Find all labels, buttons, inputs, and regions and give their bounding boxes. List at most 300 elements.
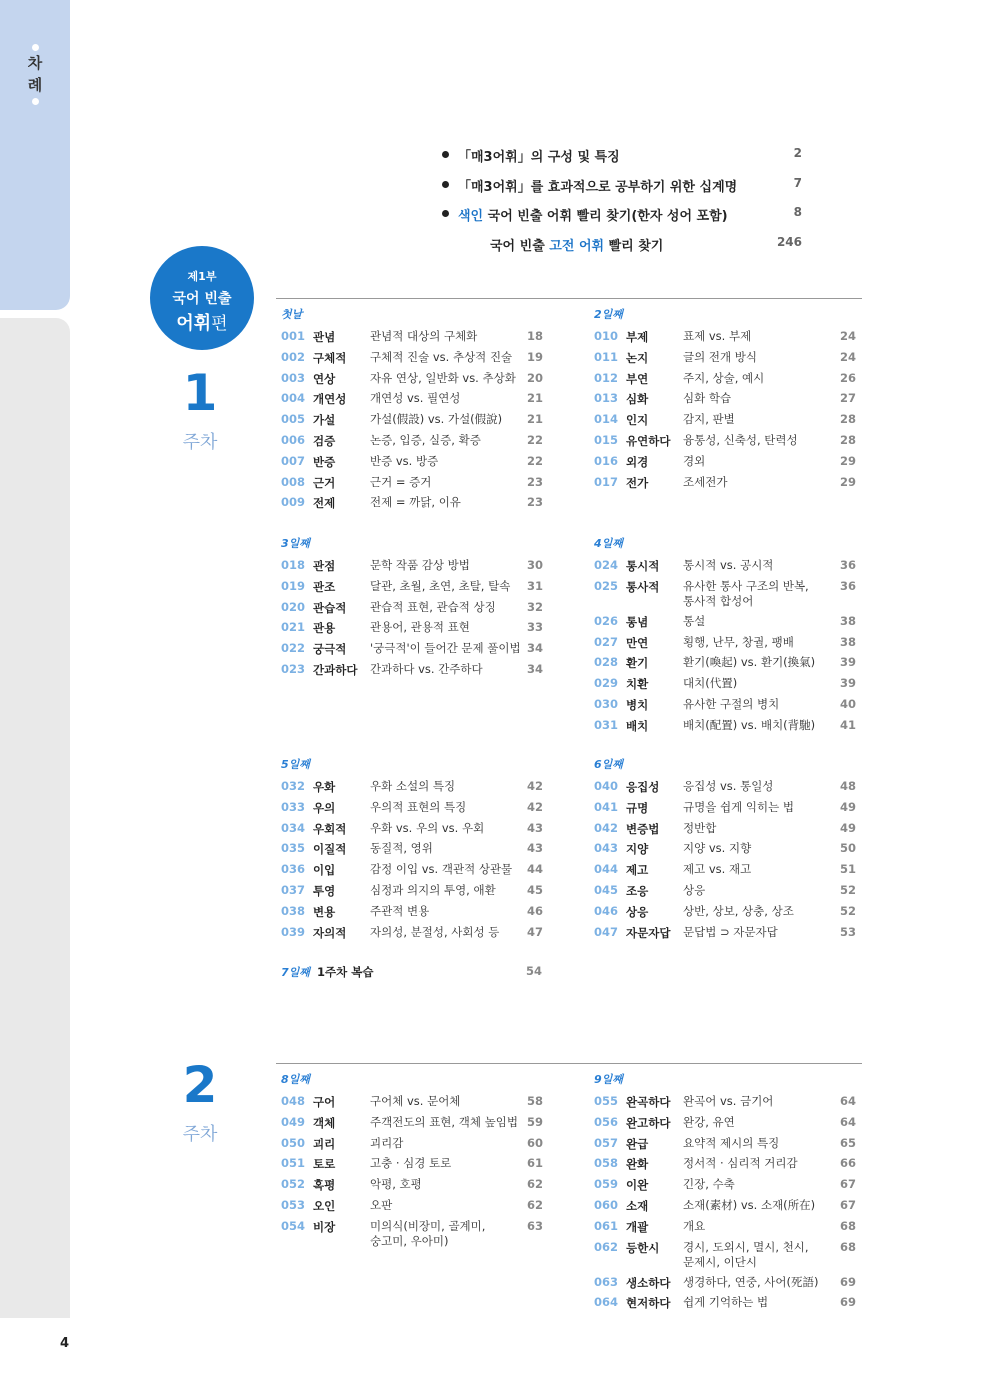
entry-term: 상응 xyxy=(626,904,649,919)
entry-number: 045 xyxy=(594,883,619,897)
entry-number: 058 xyxy=(594,1156,619,1171)
entry-description-line: 응집성 vs. 통일성 xyxy=(683,779,774,793)
entry-description-line: 통시적 vs. 공시적 xyxy=(683,558,774,572)
entry-term: 부연 xyxy=(626,371,649,386)
page-ref: 53 xyxy=(839,924,856,939)
entry-number: 040 xyxy=(594,779,619,793)
entry-number: 005 xyxy=(281,412,306,427)
entry-number: 041 xyxy=(594,799,619,814)
entry-term: 병치 xyxy=(626,698,649,712)
entry-number: 061 xyxy=(594,1218,619,1233)
intro-item[interactable] xyxy=(438,205,808,235)
entry-description-line: 심화 학습 xyxy=(683,391,732,406)
entry-description xyxy=(370,433,481,448)
entry-number: 056 xyxy=(594,1114,619,1129)
page-ref: 50 xyxy=(839,841,856,856)
entry-description-line: 완강, 유연 xyxy=(683,1114,735,1129)
entry-term: 검증 xyxy=(313,434,336,448)
entry-description xyxy=(370,641,521,656)
divider xyxy=(276,1063,862,1064)
page-ref: 48 xyxy=(839,779,856,793)
entry-number: 012 xyxy=(594,370,619,385)
entry-description xyxy=(683,655,815,670)
entry-term: 투영 xyxy=(313,884,336,898)
entry-description-line: 글의 전개 방식 xyxy=(683,349,757,364)
entry-number: 052 xyxy=(281,1177,306,1192)
day-label: 9일째 xyxy=(594,1073,623,1086)
entry-description-line: 주객전도의 표현, 객체 높임법 xyxy=(370,1114,518,1129)
entry-term: 오인 xyxy=(313,1199,336,1213)
entry-description xyxy=(683,821,716,836)
entry-number: 010 xyxy=(594,329,619,343)
entry-description-line: 소재(素材) vs. 소재(所在) xyxy=(683,1198,816,1212)
page-ref: 46 xyxy=(526,903,543,918)
entry-description-line: 관용어, 관용적 표현 xyxy=(370,620,470,635)
entry-description-line: 경시, 도외시, 멸시, 천시, xyxy=(683,1239,809,1254)
entry-description-line: 완곡어 vs. 금기어 xyxy=(683,1094,774,1108)
page-ref: 59 xyxy=(526,1114,543,1129)
page-ref: 29 xyxy=(839,453,856,468)
page-ref: 43 xyxy=(526,841,543,856)
entry-description xyxy=(370,779,455,794)
entry-description-line: 문제시, 이단시 xyxy=(683,1254,757,1269)
entry-description xyxy=(683,676,737,691)
entry-number: 038 xyxy=(281,903,306,918)
entry-description-line: 생경하다, 연중, 사어(死語) xyxy=(683,1274,819,1289)
entry-term: 유연하다 xyxy=(626,434,671,448)
entry-number: 026 xyxy=(594,613,619,628)
entry-description xyxy=(683,718,815,733)
entry-description xyxy=(370,329,477,344)
sidebar-title xyxy=(0,44,70,105)
entry-description xyxy=(370,1115,518,1130)
entry-description-line: 통설 xyxy=(683,613,706,628)
day-label: 5일째 xyxy=(281,758,310,771)
entry-description xyxy=(370,350,512,365)
entry-description-line: 미의식(비장미, 골계미, xyxy=(370,1218,486,1233)
dot-icon xyxy=(32,98,39,105)
entry-number: 018 xyxy=(281,558,306,572)
entry-term: 관조 xyxy=(313,579,336,594)
entry-number: 017 xyxy=(594,474,619,489)
entry-description-line: 자유 연상, 일반화 vs. 추상화 xyxy=(370,370,516,385)
entry-description-line: 구어체 vs. 문어체 xyxy=(370,1094,461,1108)
entry-term: 이질적 xyxy=(313,842,347,857)
entry-description-line: 주지, 상술, 예시 xyxy=(683,370,765,385)
page-ref: 61 xyxy=(526,1156,543,1171)
entry-term: 간과하다 xyxy=(313,663,358,677)
entry-description-line: 전제 = 까닭, 이유 xyxy=(370,495,461,510)
intro-item[interactable] xyxy=(438,146,808,176)
entry-number: 029 xyxy=(594,676,619,691)
entry-term: 우의 xyxy=(313,800,336,815)
divider xyxy=(276,298,862,299)
week-number: 2 xyxy=(182,1056,218,1114)
entry-description xyxy=(683,1156,798,1171)
entry-number: 053 xyxy=(281,1198,306,1212)
entry-term: 자의적 xyxy=(313,925,347,940)
entry-description xyxy=(370,371,516,386)
entry-description xyxy=(683,475,727,490)
entry-term: 논지 xyxy=(626,350,649,365)
entry-term: 관습적 xyxy=(313,600,347,615)
page-ref: 68 xyxy=(839,1239,856,1254)
entry-term: 반증 xyxy=(313,454,336,469)
entry-description-line: 주관적 변용 xyxy=(370,903,430,918)
page-ref: 34 xyxy=(526,662,543,676)
page-ref: 23 xyxy=(526,474,543,489)
entry-term: 전제 xyxy=(313,496,336,511)
entry-term: 배치 xyxy=(626,718,649,733)
entry-description xyxy=(683,697,779,712)
entry-number: 007 xyxy=(281,453,306,468)
entry-number: 022 xyxy=(281,641,306,656)
entry-term: 관념 xyxy=(313,330,336,344)
page-ref: 62 xyxy=(526,1198,543,1212)
entry-term: 현저하다 xyxy=(626,1296,671,1311)
bullet-icon xyxy=(442,181,449,188)
day-label: 2일째 xyxy=(594,308,623,321)
entry-description xyxy=(683,433,798,448)
intro-item[interactable] xyxy=(438,235,808,265)
entry-number: 055 xyxy=(594,1094,619,1108)
entry-number: 051 xyxy=(281,1156,306,1171)
entry-number: 034 xyxy=(281,820,306,835)
entry-term: 괴리 xyxy=(313,1136,336,1151)
entry-description-line: 반증 vs. 방증 xyxy=(370,453,439,468)
entry-term: 치환 xyxy=(626,677,649,692)
page-ref: 29 xyxy=(839,474,856,489)
entry-description xyxy=(683,558,773,573)
page-ref: 30 xyxy=(526,558,543,572)
entry-number: 057 xyxy=(594,1135,619,1150)
page-ref: 7 xyxy=(793,175,802,190)
page-ref: 65 xyxy=(839,1135,856,1150)
intro-text: 국어 빈출 어휘 빨리 찾기(한자 성어 포함) xyxy=(483,209,728,224)
entry-description xyxy=(683,1094,773,1109)
entry-description xyxy=(370,1177,422,1192)
entry-description-line: 관습적 표현, 관습적 상징 xyxy=(370,599,496,614)
entry-description xyxy=(683,904,794,919)
page-ref: 67 xyxy=(839,1177,856,1192)
entry-description xyxy=(370,454,438,469)
entry-number: 019 xyxy=(281,578,306,593)
entry-number: 001 xyxy=(281,329,306,343)
entry-description-line: 상응 xyxy=(683,883,706,897)
bullet-icon xyxy=(442,151,449,158)
entry-term: 자문자답 xyxy=(626,925,671,940)
part-badge xyxy=(150,246,254,350)
page-ref: 63 xyxy=(526,1218,543,1233)
entry-term: 이입 xyxy=(313,863,336,878)
entry-description xyxy=(370,1198,392,1213)
entry-description-line: 개연성 vs. 필연성 xyxy=(370,391,461,406)
entry-number: 014 xyxy=(594,412,619,427)
review-text[interactable]: 1주차 복습 xyxy=(317,965,374,979)
entry-term: 소재 xyxy=(626,1199,649,1213)
entry-description-line: 긴장, 수축 xyxy=(683,1177,735,1192)
entry-term: 근거 xyxy=(313,475,336,490)
entry-description xyxy=(683,329,751,344)
entry-description xyxy=(370,579,510,594)
entry-description xyxy=(683,412,735,427)
entry-term: 가설 xyxy=(313,413,336,428)
entry-term: 연상 xyxy=(313,371,336,386)
entry-number: 028 xyxy=(594,655,619,670)
entry-number: 050 xyxy=(281,1135,306,1150)
entry-number: 035 xyxy=(281,841,306,856)
entry-term: 구체적 xyxy=(313,350,347,365)
page-ref: 38 xyxy=(839,613,856,628)
page-ref: 24 xyxy=(839,349,856,364)
entry-number: 062 xyxy=(594,1239,619,1254)
entry-description-line: 대치(代置) xyxy=(683,676,738,691)
entry-description-line: 구체적 진술 vs. 추상적 진술 xyxy=(370,349,513,364)
entry-description xyxy=(370,558,470,573)
page-ref: 58 xyxy=(526,1094,543,1108)
entry-description-line: 지양 vs. 지향 xyxy=(683,841,752,856)
entry-term: 등한시 xyxy=(626,1240,660,1255)
page-ref: 44 xyxy=(526,862,543,877)
entry-description-line: 환기(喚起) vs. 환기(換氣) xyxy=(683,655,816,670)
page-number: 4 xyxy=(60,1336,70,1351)
page-ref: 22 xyxy=(526,453,543,468)
entry-number: 016 xyxy=(594,453,619,468)
page-ref: 42 xyxy=(526,779,543,793)
page-ref: 64 xyxy=(839,1114,856,1129)
page-ref: 34 xyxy=(526,641,543,656)
entry-term: 토로 xyxy=(313,1157,336,1172)
entry-description-line: 상반, 상보, 상충, 상조 xyxy=(683,903,794,918)
intro-text: 빨리 찾기 xyxy=(604,238,664,254)
entry-number: 027 xyxy=(594,634,619,649)
page-ref: 62 xyxy=(526,1177,543,1192)
entry-number: 036 xyxy=(281,862,306,877)
entry-number: 006 xyxy=(281,433,306,447)
page-ref: 32 xyxy=(526,599,543,614)
entry-description xyxy=(683,1115,735,1130)
entry-description xyxy=(683,841,751,856)
entry-description xyxy=(370,1219,485,1249)
entry-description xyxy=(370,475,431,490)
entry-description-line: 간과하다 vs. 간주하다 xyxy=(370,662,483,676)
entry-number: 046 xyxy=(594,903,619,918)
bullet-icon xyxy=(442,210,449,217)
entry-description-line: 관념적 대상의 구체화 xyxy=(370,329,478,343)
week-number: 1 xyxy=(182,364,218,422)
entry-description-line: 우화 소설의 특징 xyxy=(370,779,456,793)
entry-description-line: 괴리감 xyxy=(370,1135,404,1150)
entry-number: 064 xyxy=(594,1295,619,1310)
entry-number: 044 xyxy=(594,862,619,877)
day-label: 6일째 xyxy=(594,758,623,771)
entry-term: 완급 xyxy=(626,1136,649,1151)
intro-highlight: 색인 xyxy=(458,209,484,224)
entry-term: 만연 xyxy=(626,635,649,650)
entry-description xyxy=(683,579,809,609)
entry-description xyxy=(683,371,764,386)
page-ref: 68 xyxy=(839,1218,856,1233)
entry-description-line: 자의성, 분절성, 사회성 등 xyxy=(370,924,500,939)
page-ref: 54 xyxy=(525,964,542,978)
entry-number: 021 xyxy=(281,620,306,635)
sidebar-char: 차 xyxy=(27,54,43,72)
page-ref: 8 xyxy=(793,205,802,219)
entry-term: 관점 xyxy=(313,559,336,573)
entry-number: 011 xyxy=(594,349,619,364)
entry-number: 025 xyxy=(594,578,619,593)
entry-description xyxy=(683,350,757,365)
entry-description-line: 개요 xyxy=(683,1218,706,1233)
entry-description xyxy=(370,620,470,635)
page-ref: 49 xyxy=(839,799,856,814)
page-ref: 45 xyxy=(526,883,543,897)
part-label: 제1부 xyxy=(187,270,217,283)
intro-item[interactable] xyxy=(438,176,808,206)
entry-description xyxy=(683,391,731,406)
page-ref: 52 xyxy=(839,883,856,897)
page-ref: 39 xyxy=(839,655,856,670)
entry-number: 037 xyxy=(281,883,306,897)
entry-term: 지양 xyxy=(626,842,649,857)
entry-term: 응집성 xyxy=(626,780,660,794)
page-ref: 47 xyxy=(526,924,543,939)
entry-description-line: 달관, 초월, 초연, 초탈, 탈속 xyxy=(370,578,511,593)
entry-description-line: 유사한 통사 구조의 반복, xyxy=(683,578,809,593)
page-ref: 21 xyxy=(526,412,543,427)
entry-term: 변용 xyxy=(313,904,336,919)
entry-term: 개연성 xyxy=(313,392,347,407)
entry-description xyxy=(370,412,502,427)
entry-description-line: 쉽게 기억하는 법 xyxy=(683,1295,769,1310)
entry-description xyxy=(370,841,433,856)
page-ref: 51 xyxy=(839,862,856,877)
entry-description xyxy=(683,779,773,794)
page-ref: 67 xyxy=(839,1198,856,1212)
entry-description xyxy=(370,1156,451,1171)
entry-term: 변증법 xyxy=(626,821,660,836)
entry-number: 003 xyxy=(281,370,306,385)
page-ref: 28 xyxy=(839,433,856,447)
entry-description xyxy=(370,662,483,677)
entry-description-line: 악평, 호평 xyxy=(370,1177,422,1192)
entry-number: 060 xyxy=(594,1198,619,1212)
entry-term: 완곡하다 xyxy=(626,1095,671,1109)
entry-number: 043 xyxy=(594,841,619,856)
entry-number: 020 xyxy=(281,599,306,614)
entry-number: 008 xyxy=(281,474,306,489)
entry-description-line: 요약적 제시의 특징 xyxy=(683,1135,780,1150)
entry-description xyxy=(683,1219,705,1234)
entry-term: 우화 xyxy=(313,780,336,794)
entry-description-line: 근거 = 증거 xyxy=(370,474,432,489)
entry-number: 024 xyxy=(594,558,619,572)
page-ref: 23 xyxy=(526,495,543,510)
part-line3-suffix: 편 xyxy=(211,314,228,334)
entry-number: 030 xyxy=(594,697,619,711)
day-label: 7일째 xyxy=(281,966,310,979)
page-ref: 69 xyxy=(839,1295,856,1310)
page-ref: 24 xyxy=(839,329,856,343)
entry-description-line: 정서적 · 심리적 거리감 xyxy=(683,1156,798,1171)
page-ref: 36 xyxy=(839,578,856,593)
intro-list xyxy=(438,146,808,264)
page-ref: 2 xyxy=(793,146,802,160)
entry-term: 규명 xyxy=(626,800,649,815)
entry-description-line: 융통성, 신축성, 탄력성 xyxy=(683,433,798,447)
entry-term: 인지 xyxy=(626,413,649,428)
entry-description xyxy=(683,883,705,898)
entry-description-line: 우의적 표현의 특징 xyxy=(370,799,467,814)
page-ref: 43 xyxy=(526,820,543,835)
page-ref: 18 xyxy=(526,329,543,343)
intro-highlight: 고전 어휘 xyxy=(549,238,605,254)
entry-description-line: 통사적 합성어 xyxy=(683,593,754,608)
page-ref: 28 xyxy=(839,412,856,427)
entry-description-line: 횡행, 난무, 창궐, 팽배 xyxy=(683,634,794,649)
entry-number: 032 xyxy=(281,779,306,793)
intro-text: 국어 빈출 xyxy=(490,238,550,254)
entry-description-line: 감정 이입 vs. 객관적 상관물 xyxy=(370,862,513,877)
page-ref: 52 xyxy=(839,903,856,918)
entry-term: 궁극적 xyxy=(313,642,347,657)
entry-description xyxy=(683,454,705,469)
entry-description-line: 규명을 쉽게 익히는 법 xyxy=(683,799,794,814)
day-label: 4일째 xyxy=(594,537,623,550)
entry-term: 부제 xyxy=(626,330,649,344)
entry-term: 비장 xyxy=(313,1219,336,1234)
entry-description-line: 심정과 의지의 투영, 애환 xyxy=(370,883,496,897)
entry-description-line: 고충 · 심경 토로 xyxy=(370,1156,452,1171)
entry-term: 혹평 xyxy=(313,1178,336,1193)
entry-number: 004 xyxy=(281,391,306,406)
entry-term: 완고하다 xyxy=(626,1115,671,1130)
entry-description xyxy=(370,600,496,615)
entry-description xyxy=(683,800,794,815)
entry-description xyxy=(683,1177,735,1192)
entry-number: 009 xyxy=(281,495,306,510)
part-line3: 어휘 xyxy=(176,313,212,334)
entry-number: 048 xyxy=(281,1094,306,1108)
entry-term: 전가 xyxy=(626,475,649,490)
entry-term: 외경 xyxy=(626,454,649,469)
entry-description-line: 배치(配置) vs. 배치(背馳) xyxy=(683,717,816,732)
entry-description-line: 정반합 xyxy=(683,820,717,835)
dot-icon xyxy=(32,44,39,51)
entry-term: 구어 xyxy=(313,1095,336,1109)
entry-number: 042 xyxy=(594,820,619,835)
entry-description xyxy=(370,495,461,510)
day-label: 3일째 xyxy=(281,537,310,550)
page-ref: 66 xyxy=(839,1156,856,1171)
page-ref: 41 xyxy=(839,717,856,732)
entry-term: 조응 xyxy=(626,884,649,898)
entry-term: 완화 xyxy=(626,1157,649,1172)
page-ref: 39 xyxy=(839,676,856,691)
page-ref: 64 xyxy=(839,1094,856,1108)
entry-term: 제고 xyxy=(626,863,649,878)
entry-term: 통시적 xyxy=(626,559,660,573)
page-ref: 31 xyxy=(526,578,543,593)
entry-number: 049 xyxy=(281,1114,306,1129)
entry-description-line: 숭고미, 우아미) xyxy=(370,1233,449,1248)
entry-description xyxy=(370,925,499,940)
entry-number: 033 xyxy=(281,799,306,814)
entry-description-line: 조세전가 xyxy=(683,474,728,489)
entry-description xyxy=(683,1136,779,1151)
page-ref: 27 xyxy=(839,391,856,406)
day-label: 8일째 xyxy=(281,1073,310,1086)
